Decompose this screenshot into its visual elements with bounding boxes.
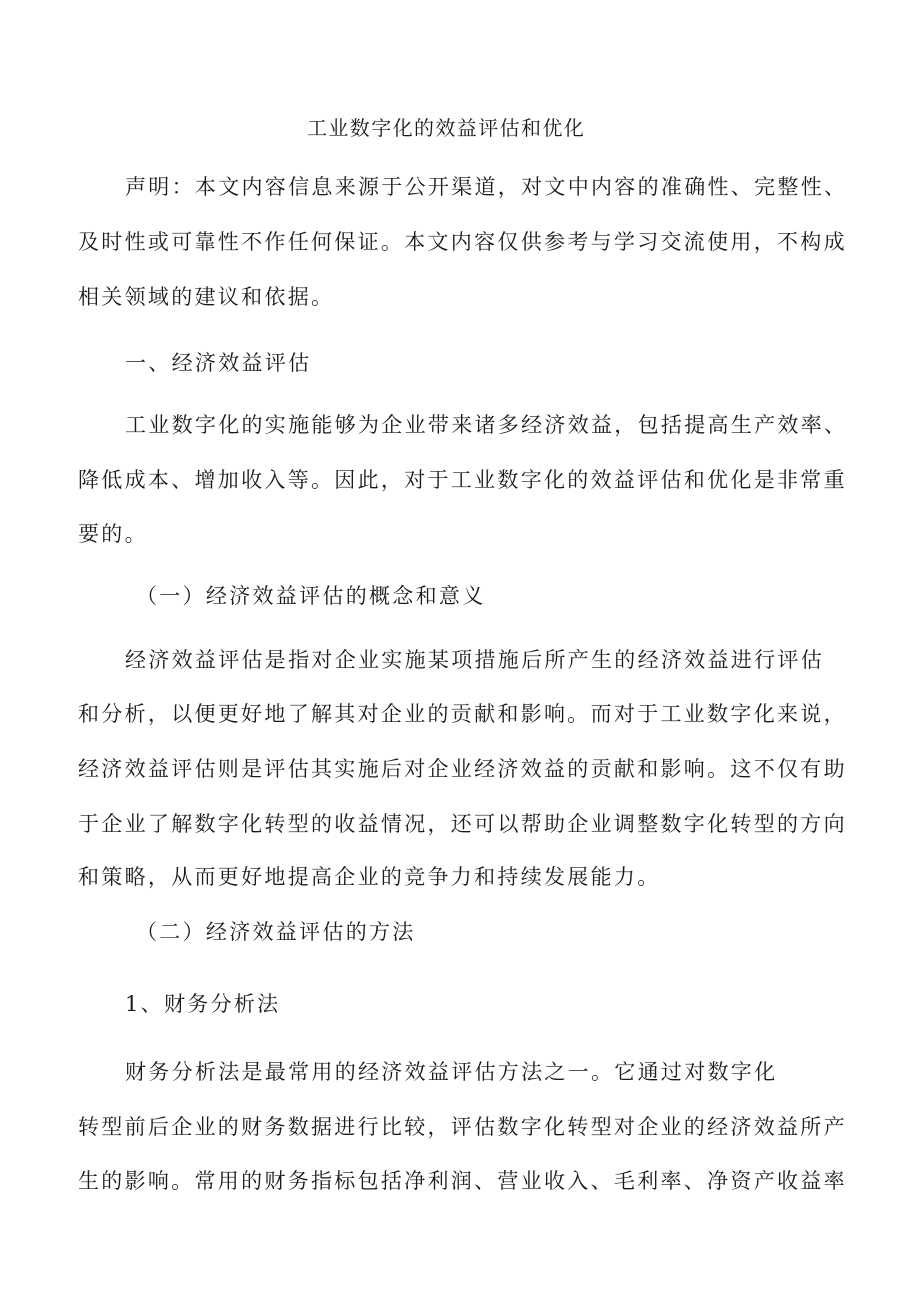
paragraph-line: 和分析，以便更好地了解其对企业的贡献和影响。而对于工业数字化来说，: [78, 702, 847, 726]
paragraph-line: 工业数字化的实施能够为企业带来诸多经济效益，包括提高生产效率、: [125, 413, 848, 437]
paragraph-line: 降低成本、增加收入等。因此，对于工业数字化的效益评估和优化是非常重: [78, 468, 847, 492]
subsection-heading: （二）经济效益评估的方法: [136, 920, 416, 944]
document-title: 工业数字化的效益评估和优化: [307, 116, 586, 140]
subsection-heading: （一）经济效益评估的概念和意义: [136, 584, 486, 608]
disclaimer-line: 声明：本文内容信息来源于公开渠道，对文中内容的准确性、完整性、: [125, 175, 848, 199]
paragraph-line: 转型前后企业的财务数据进行比较，评估数字化转型对企业的经济效益所产: [78, 1115, 847, 1139]
paragraph-line: 财务分析法是最常用的经济效益评估方法之一。它通过对数字化: [125, 1060, 778, 1084]
disclaimer-line: 相关领域的建议和依据。: [78, 285, 335, 309]
paragraph-line: 生的影响。常用的财务指标包括净利润、营业收入、毛利率、净资产收益率: [78, 1169, 847, 1193]
section-heading: 一、经济效益评估: [125, 351, 312, 375]
paragraph-line: 于企业了解数字化转型的收益情况，还可以帮助企业调整数字化转型的方向: [78, 812, 847, 836]
paragraph-line: 和策略，从而更好地提高企业的竞争力和持续发展能力。: [78, 865, 661, 889]
paragraph-line: 要的。: [78, 522, 148, 546]
method-heading: 1、财务分析法: [125, 992, 281, 1016]
paragraph-line: 经济效益评估则是评估其实施后对企业经济效益的贡献和影响。这不仅有助: [78, 757, 847, 781]
disclaimer-line: 及时性或可靠性不作任何保证。本文内容仅供参考与学习交流使用，不构成: [78, 230, 847, 254]
paragraph-line: 经济效益评估是指对企业实施某项措施后所产生的经济效益进行评估: [125, 648, 824, 672]
